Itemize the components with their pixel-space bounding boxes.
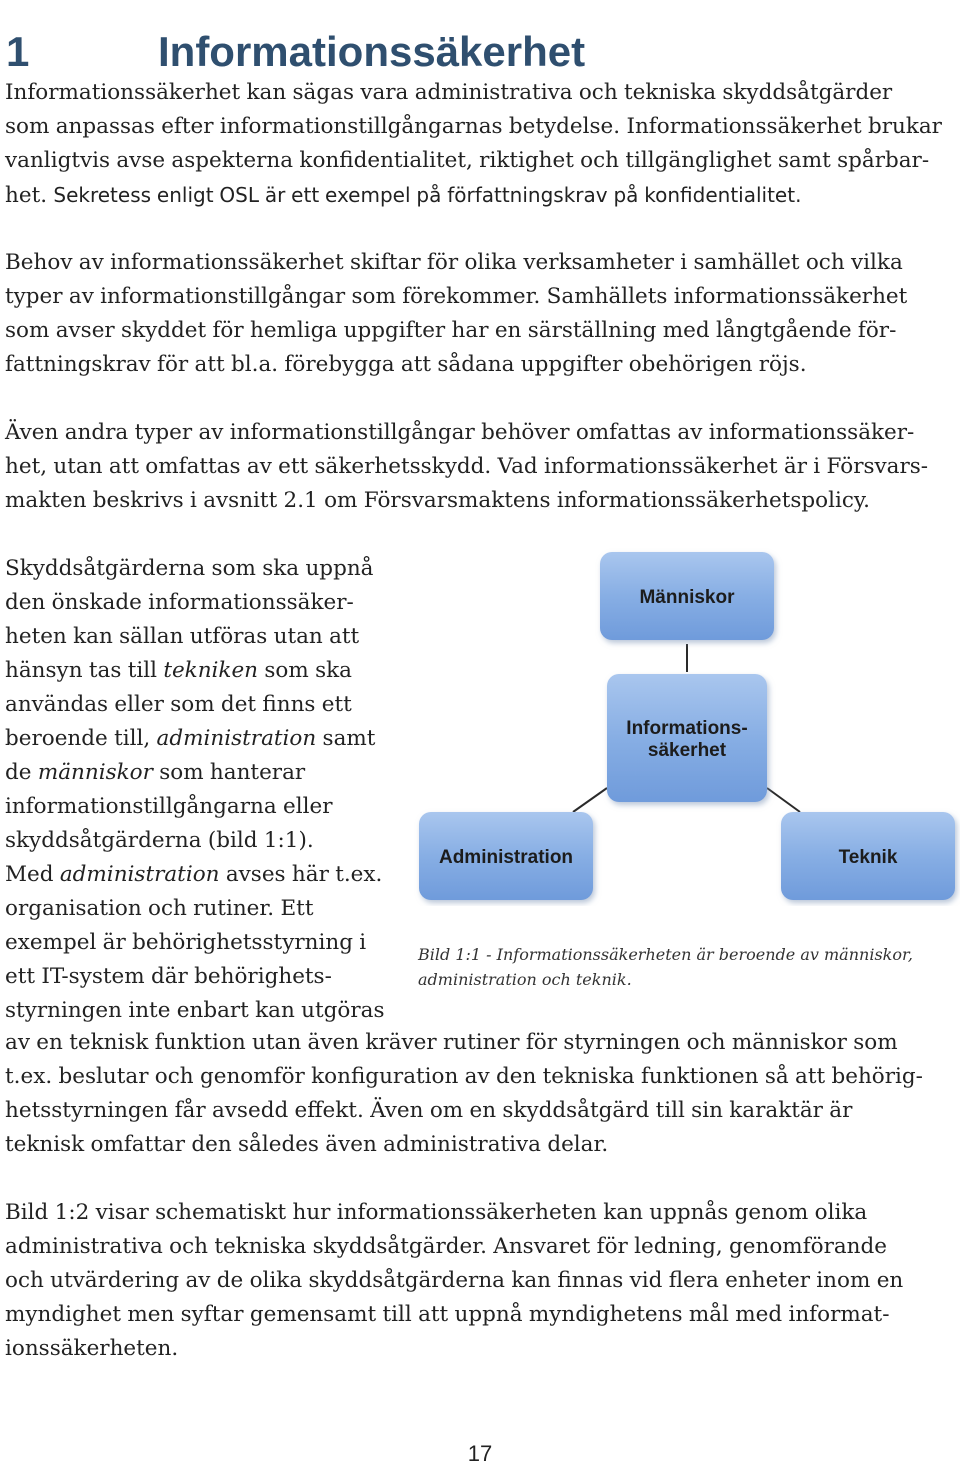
paragraph-line: ionssäkerheten. <box>5 1336 179 1361</box>
text-run: som hanterar <box>152 760 306 785</box>
paragraph-line: myndighet men syftar gemensamt till att uppnå myndighetens mål med informat- <box>5 1302 890 1327</box>
paragraph-line: Behov av informationssäkerhet skiftar för olika verksamheter i samhället och vilka <box>5 250 903 275</box>
text-run: de <box>5 760 38 785</box>
paragraph-line: styrningen inte enbart kan utgöras <box>5 998 385 1023</box>
paragraph-line: som avser skyddet för hemliga uppgifter har en särställning med långtgående för- <box>5 318 897 343</box>
caption-line: administration och teknik. <box>418 970 632 989</box>
emphasis-manniskor: människor <box>37 760 153 785</box>
text-run: beroende till, <box>5 726 157 751</box>
chapter-heading <box>6 28 585 76</box>
node-manniskor <box>600 552 774 640</box>
paragraph-line: Informationssäkerhet kan sägas vara administrativa och tekniska skyddsåtgärder <box>5 80 893 105</box>
emphasis-administration: administration <box>59 862 220 887</box>
node-informationssakerhet <box>607 674 767 802</box>
emphasis-administration: administration <box>156 726 317 751</box>
line-start: het. <box>5 183 54 208</box>
node-label-center-line-2: säkerhet <box>647 740 727 761</box>
paragraph-line <box>5 858 405 892</box>
text-run: avses här t.ex. <box>219 862 383 887</box>
paragraph-line: informationstillgångarna eller <box>5 794 333 819</box>
paragraph-line: t.ex. beslutar och genomför konfiguration av den tekniska funktionen så att behörig- <box>5 1064 923 1089</box>
paragraph-line: hetsstyrningen får avsedd effekt. Även om en skyddsåtgärd till sin karaktär är <box>5 1098 853 1123</box>
paragraph-line: ett IT-system där behörighets- <box>5 964 332 989</box>
paragraph-5 <box>5 1026 950 1162</box>
paragraph-line: användas eller som det finns ett <box>5 692 352 717</box>
paragraph-4 <box>5 552 405 1028</box>
paragraph-line: Även andra typer av informationstillgångar behöver omfattas av informationssäker- <box>5 420 915 445</box>
paragraph-line: den önskade informationssäker- <box>5 590 354 615</box>
paragraph-line: makten beskrivs i avsnitt 2.1 om Försvarsmaktens informationssäkerhetspolicy. <box>5 488 871 513</box>
node-teknik <box>781 812 955 900</box>
paragraph-line: het, utan att omfattas av ett säkerhetsskydd. Vad informationssäkerhet är i Försvars- <box>5 454 929 479</box>
text-run: samt <box>316 726 376 751</box>
paragraph-line <box>5 756 405 790</box>
paragraph-line: skyddsåtgärderna (bild 1:1). <box>5 828 314 853</box>
chapter-number: 1 <box>6 28 30 76</box>
paragraph-3 <box>5 416 950 518</box>
paragraph-line: vanligtvis avse aspekterna konfidentialitet, riktighet och tillgänglighet samt spårbar- <box>5 148 930 173</box>
paragraph-1 <box>5 76 950 213</box>
paragraph-line: och utvärdering av de olika skyddsåtgärderna kan finnas vid flera enheter inom en <box>5 1268 904 1293</box>
node-administration <box>419 812 593 900</box>
node-label-manniskor: Människor <box>639 587 735 608</box>
paragraph-6 <box>5 1196 950 1366</box>
paragraph-line: administrativa och tekniska skyddsåtgärder. Ansvaret för ledning, genomförande <box>5 1234 888 1259</box>
paragraph-line <box>5 178 950 213</box>
paragraph-line: heten kan sällan utföras utan att <box>5 624 360 649</box>
text-run: Med <box>5 862 60 887</box>
paragraph-line: av en teknisk funktion utan även kräver rutiner för styrningen och människor som <box>5 1030 898 1055</box>
chapter-title: Informationssäkerhet <box>158 28 586 76</box>
page-number: 17 <box>467 1441 493 1466</box>
paragraph-line: exempel är behörighetsstyrning i <box>5 930 367 955</box>
diagram-svg <box>405 548 960 906</box>
node-label-center-line-1: Informations- <box>626 718 748 739</box>
paragraph-line <box>5 654 405 688</box>
paragraph-line: teknisk omfattar den således även administrativa delar. <box>5 1132 609 1157</box>
text-run: som ska <box>258 658 352 683</box>
paragraph-line: fattningskrav för att bl.a. förebygga att sådana uppgifter obehörigen röjs. <box>5 352 807 377</box>
paragraph-line: Bild 1:2 visar schematiskt hur informationssäkerheten kan uppnås genom olika <box>5 1200 868 1225</box>
node-label-teknik: Teknik <box>838 847 898 868</box>
caption-line: Bild 1:1 - Informationssäkerheten är beroende av människor, <box>418 945 913 964</box>
paragraph-line <box>5 722 405 756</box>
paragraph-line: typer av informationstillgångar som förekommer. Samhällets informationssäkerhet <box>5 284 908 309</box>
paragraph-line: som anpassas efter informationstillgångarnas betydelse. Informationssäkerhet brukar <box>5 114 942 139</box>
paragraph-line: organisation och rutiner. Ett <box>5 896 314 921</box>
text-run: hänsyn tas till <box>5 658 164 683</box>
paragraph-line: Skyddsåtgärderna som ska uppnå <box>5 556 374 581</box>
node-label-administration: Administration <box>438 847 574 868</box>
connector-right <box>767 788 800 812</box>
osl-sentence: Sekretess enligt OSL är ett exempel på författningskrav på konfidentialitet. <box>53 183 802 207</box>
emphasis-tekniken: tekniken <box>163 658 259 683</box>
connector-left <box>573 788 607 812</box>
figure-caption <box>418 942 938 992</box>
paragraph-2 <box>5 246 950 382</box>
security-diagram <box>405 548 960 906</box>
